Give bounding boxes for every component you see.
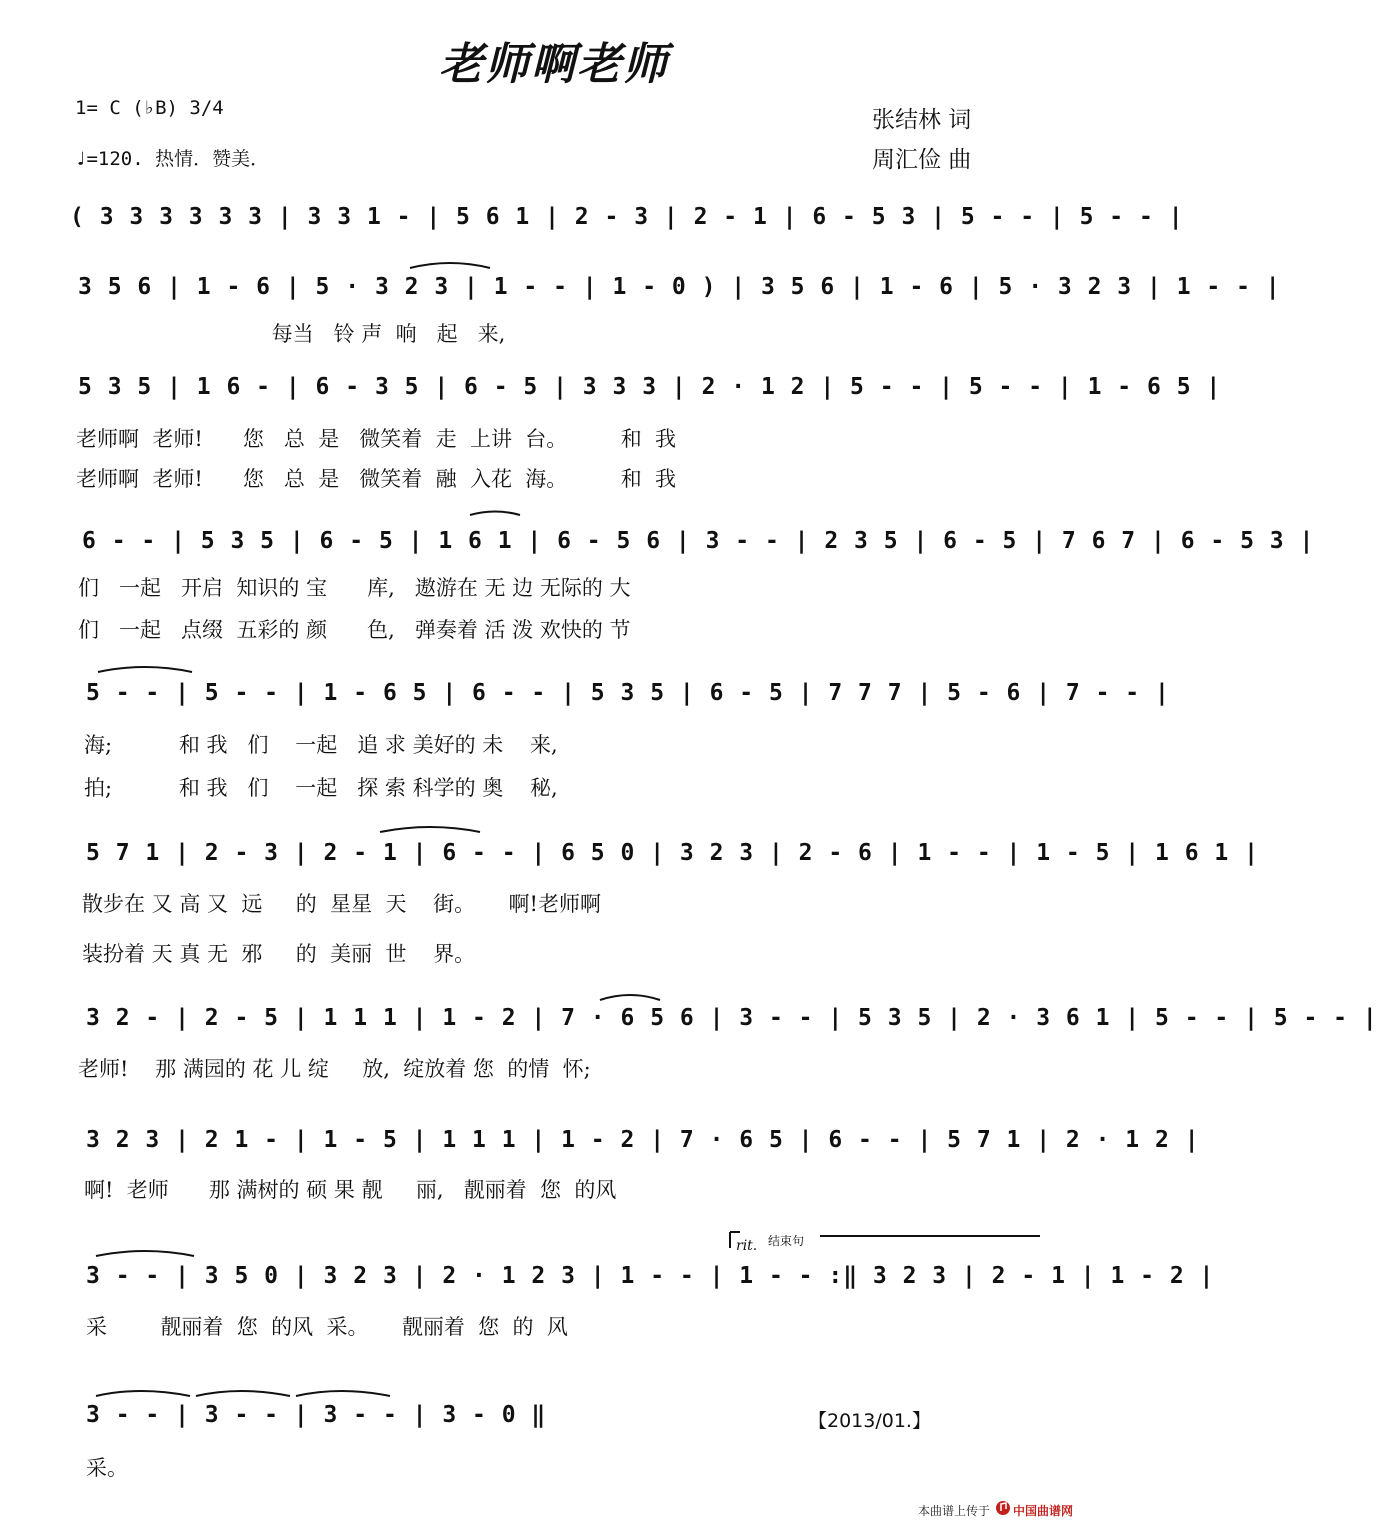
lyric-line: 啊! 老师 那 满树的 硕 果 靓 丽, 靓丽着 您 的风 (84, 1178, 617, 1202)
tie-arc (410, 263, 490, 268)
tie-arc (98, 667, 192, 672)
lyric-line: 海; 和 我 们 一起 追 求 美好的 未 来, (84, 733, 558, 757)
tie-arc (96, 1251, 194, 1256)
notation-line: 3 5 6 | 1 - 6 | 5 · 3 2 3 | 1 - - | 1 - 0 ) | 3 5 6 | 1 - 6 | 5 · 3 2 3 | 1 - - | (78, 274, 1281, 300)
tie-arc (600, 995, 660, 1000)
tie-arc (470, 512, 520, 516)
lyric-line: 老师! 那 满园的 花 儿 绽 放, 绽放着 您 的情 怀; (78, 1057, 591, 1081)
notation-line: 3 - - | 3 - - | 3 - - | 3 - 0 ‖ (86, 1402, 547, 1428)
lyric-line: 老师啊 老师! 您 总 是 微笑着 融 入花 海。 和 我 (76, 467, 677, 491)
key-signature: 1= C (♭B) 3/4 (75, 97, 224, 119)
tempo-text: =120. 热情．赞美． (86, 148, 270, 170)
notation-line: 5 - - | 5 - - | 1 - 6 5 | 6 - - | 5 3 5 | 6 - 5 | 7 7 7 | 5 - 6 | 7 - - | (86, 680, 1170, 706)
lyricist-credit: 张结林 词 (872, 107, 972, 133)
lyric-line: 拍; 和 我 们 一起 探 索 科学的 奥 秘, (84, 776, 558, 800)
tie-arc (380, 827, 480, 832)
song-title: 老师啊老师 (439, 39, 669, 90)
tie-arc (296, 1391, 390, 1396)
lyric-line: 们 一起 点缀 五彩的 颜 色, 弹奏着 活 泼 欢快的 节 (78, 618, 631, 642)
notation-line: 5 3 5 | 1 6 - | 6 - 3 5 | 6 - 5 | 3 3 3 | 2 · 1 2 | 5 - - | 5 - - | 1 - 6 5 | (78, 374, 1222, 400)
site-name: 中国曲谱网 (1013, 1504, 1074, 1518)
ending-label: 结束句 (768, 1234, 805, 1248)
notation-line: 3 2 3 | 2 1 - | 1 - 5 | 1 1 1 | 1 - 2 | 7 · 6 5 | 6 - - | 5 7 1 | 2 · 1 2 | (86, 1127, 1200, 1153)
composer-credit: 周汇俭 曲 (872, 147, 972, 173)
lyric-line: 装扮着 天 真 无 邪 的 美丽 世 界。 (82, 942, 476, 966)
notation-line: 3 2 - | 2 - 5 | 1 1 1 | 1 - 2 | 7 · 6 5 6 | 3 - - | 5 3 5 | 2 · 3 6 1 | 5 - - | 5 - - | (86, 1005, 1378, 1031)
upload-note: 本曲谱上传于 (918, 1504, 991, 1518)
lyric-line: 每当 铃 声 响 起 来, (78, 322, 506, 346)
notation-line: 5 7 1 | 2 - 3 | 2 - 1 | 6 - - | 6 5 0 | 3 2 3 | 2 - 6 | 1 - - | 1 - 5 | 1 6 1 | (86, 840, 1259, 866)
quarter-note-icon: ♩ (75, 148, 87, 170)
date-stamp: 【2013/01.】 (808, 1410, 931, 1432)
lyric-line: 老师啊 老师! 您 总 是 微笑着 走 上讲 台。 和 我 (76, 427, 677, 451)
lyric-line: 采 靓丽着 您 的风 采。 靓丽着 您 的 风 (86, 1315, 568, 1339)
lyric-line: 们 一起 开启 知识的 宝 库, 遨游在 无 边 无际的 大 (78, 576, 631, 600)
lyric-line: 散步在 又 高 又 远 的 星星 天 街。 啊!老师啊 (82, 892, 601, 916)
notation-line: 3 - - | 3 5 0 | 3 2 3 | 2 · 1 2 3 | 1 - - | 1 - - :‖ 3 2 3 | 2 - 1 | 1 - 2 | (86, 1263, 1215, 1289)
notation-line: 6 - - | 5 3 5 | 6 - 5 | 1 6 1 | 6 - 5 6 | 3 - - | 2 3 5 | 6 - 5 | 7 6 7 | 6 - 5 3 | (82, 528, 1315, 554)
tie-arc (96, 1391, 190, 1396)
tie-arc (196, 1391, 290, 1396)
ritardando-marking: rit. (736, 1238, 758, 1254)
lyric-line: 采。 (86, 1456, 128, 1480)
notation-line: ( 3 3 3 3 3 3 | 3 3 1 - | 5 6 1 | 2 - 3 | 2 - 1 | 6 - 5 3 | 5 - - | 5 - - | (70, 204, 1184, 230)
